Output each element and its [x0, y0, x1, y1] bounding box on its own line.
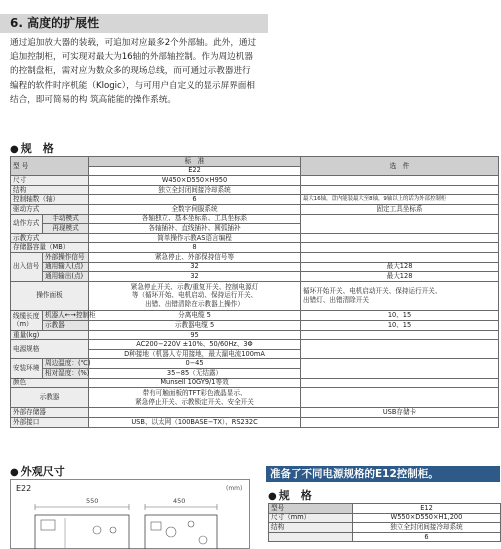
row-sublabel: 通用输出(点) [43, 272, 89, 282]
row-value: W550×D550×H1,200 [353, 513, 501, 523]
table-row [11, 408, 499, 418]
row-sublabel: 机器人←→控制柜 [43, 310, 89, 320]
row-option: 最大128 [301, 262, 499, 272]
table-row [11, 378, 499, 388]
outline-unit: (mm) [226, 485, 243, 492]
row-value: W450×D550×H950 [89, 176, 301, 186]
table-row [269, 504, 501, 514]
section-paragraph [10, 36, 276, 107]
header-model: 型 号 [11, 157, 89, 176]
row-value: 紧急停止、外部保持信号等 [89, 252, 301, 262]
section-title: 6. 高度的扩展性 [0, 14, 268, 33]
outline-heading-text: 外观尺寸 [20, 465, 65, 478]
outline-drawing-lines [11, 480, 249, 548]
row-value: 95 [89, 330, 301, 340]
row-value: 32 [89, 262, 301, 272]
row-label: 尺寸 [11, 176, 89, 186]
table-row [11, 281, 499, 310]
row-sublabel: 手动模式 [43, 214, 89, 224]
row-value: 分离电缆 5 [89, 310, 301, 320]
cable-label-line: （m） [13, 320, 33, 329]
row-value: 6 [353, 532, 501, 542]
row-label: 存储器容量（MB） [11, 243, 89, 253]
row-label: 控制轴数（轴） [11, 195, 89, 205]
row-label: 操作面板 [11, 281, 89, 310]
e12-spec-table [268, 503, 501, 542]
table-row [269, 523, 501, 533]
row-value [89, 388, 301, 408]
row-value: 32 [89, 272, 301, 282]
tp-line: 带有可触面板的TFT彩色液晶显示、 [142, 389, 247, 398]
row-value: AC200−220V ±10%、50/60Hz、3Φ [89, 340, 301, 350]
table-row [11, 330, 499, 340]
table-row [11, 418, 499, 428]
row-sublabel: 相对湿度：(%) [43, 369, 89, 379]
row-value: 简单操作示教AS语言编程 [89, 233, 301, 243]
row-label: 重量(kg) [11, 330, 89, 340]
bullet-dot-icon: ● [10, 144, 19, 155]
row-value: 35−85（无结露） [89, 369, 301, 379]
row-value: USB、以太网（100BASE−TX）、RS232C [89, 418, 301, 428]
row-value: 独立全封闭间接冷却系统 [89, 185, 301, 195]
table-row [11, 272, 499, 282]
spec-table [10, 156, 499, 428]
row-value: 0−45 [89, 359, 301, 369]
paragraph-line: 通过追加放大器的装载，可追加对应最多2个外部轴。此外，通过 [10, 38, 257, 48]
row-option: 最大128 [301, 272, 499, 282]
e12-spec-heading [268, 487, 312, 503]
e12-banner: 准备了不同电源规格的E12控制柜。 [266, 466, 500, 482]
paragraph-line: 的控制盘柜，需对应为数众多的现场总线，而可通过示教器进行 [10, 66, 251, 77]
table-row [11, 176, 499, 186]
row-label: 颜色 [11, 378, 89, 388]
row-label: 外部存储器 [11, 408, 89, 418]
outline-drawing [10, 479, 250, 549]
row-value: 8 [89, 243, 301, 253]
outline-model: E22 [16, 484, 32, 493]
panel-option-line: 循环开始开关、电机启动开关、保持运行开关、 [303, 287, 442, 296]
row-label: 驱动方式 [11, 204, 89, 214]
row-value: 各轴独立、基本坐标系、工具坐标系 [89, 214, 301, 224]
dim-depth-label: 450 [173, 497, 186, 505]
panel-option-line: 出错灯、出错清除开关 [303, 295, 369, 304]
table-row [11, 388, 499, 408]
row-sublabel: 周边温度：(℃) [43, 359, 89, 369]
row-sublabel: 通用输入(点) [43, 262, 89, 272]
header-option: 选 件 [301, 157, 499, 176]
spec-heading-text: 规 格 [20, 142, 54, 155]
row-option: 最大16轴，盘内能装最大至8轴，9轴以上的话为外部控制柜 [301, 195, 499, 205]
row-option [301, 281, 499, 310]
spec-heading [10, 140, 54, 156]
row-sublabel: 外部操作信号 [43, 252, 89, 262]
row-option: 固定工具坐标系 [301, 204, 499, 214]
table-row [11, 195, 499, 205]
table-row [269, 532, 501, 542]
cable-label-line: 线缆长度 [13, 311, 40, 320]
row-value: E12 [353, 504, 501, 514]
panel-line: 等（循环开始、电机启动、保持运行开关、 [131, 291, 258, 300]
row-label: 电源规格 [11, 340, 89, 359]
row-sublabel: 示教器 [43, 320, 89, 330]
table-row [11, 359, 499, 369]
row-value: 示教器电缆 5 [89, 320, 301, 330]
row-label: 型号 [269, 504, 353, 514]
table-row [269, 513, 501, 523]
row-label: 动作方式 [11, 214, 43, 233]
table-row [11, 320, 499, 330]
table-row [11, 340, 499, 350]
row-label: 示教器 [11, 388, 89, 408]
row-value: 各轴插补、直线插补、圆弧插补 [89, 224, 301, 234]
table-row [11, 214, 499, 224]
row-label: 外部接口 [11, 418, 89, 428]
table-row [11, 233, 499, 243]
row-label [11, 310, 43, 330]
dim-width-label: 550 [86, 497, 99, 505]
row-value: Munsell 10GY9/1等效 [89, 378, 301, 388]
bullet-dot-icon: ● [10, 467, 19, 478]
row-value: 全数字伺服系统 [89, 204, 301, 214]
table-row [11, 252, 499, 262]
row-value: 独立全封闭间接冷却系统 [353, 523, 501, 533]
table-row [11, 262, 499, 272]
paragraph-line: 追加控制柜，可实现对最大为16轴的外部轴控制。作为周边机器 [10, 52, 253, 63]
row-label: 安装环境 [11, 359, 43, 378]
outline-heading [10, 463, 65, 479]
row-option: 10、15 [301, 320, 499, 330]
row-label: 出入信号 [11, 252, 43, 281]
row-label: 尺寸（mm） [269, 513, 353, 523]
header-standard: 标 准 [89, 157, 301, 167]
panel-line: 紧急停止开关、示教/重复开关、控制电源灯 [130, 282, 259, 291]
table-row [11, 204, 499, 214]
row-option: 10、15 [301, 310, 499, 320]
row-option: USB存储卡 [301, 408, 499, 418]
table-row [11, 243, 499, 253]
table-row [11, 310, 499, 320]
row-value: 6 [89, 195, 301, 205]
row-value [89, 281, 301, 310]
bullet-dot-icon: ● [268, 491, 277, 502]
row-value: D种接地（机器人专用接地，最大漏电流100mA [89, 349, 301, 359]
row-sublabel: 再现模式 [43, 224, 89, 234]
row-label: 结构 [11, 185, 89, 195]
paragraph-line: 结合，即可简易的构 筑高能能的操作系统。 [10, 94, 177, 105]
row-label: 示教方式 [11, 233, 89, 243]
tp-line: 紧急停止开关、示教锁定开关、安全开关 [135, 397, 254, 406]
panel-line: 出错、出错清除在示教器上操作） [145, 299, 244, 308]
e12-spec-heading-text: 规 格 [278, 489, 312, 502]
paragraph-line: 编程的软件时序机能（Klogic），与可用户自定义的显示屏界面相 [10, 80, 255, 91]
header-standard-model: E22 [89, 166, 301, 176]
row-label: 结构 [269, 523, 353, 533]
table-row [11, 185, 499, 195]
